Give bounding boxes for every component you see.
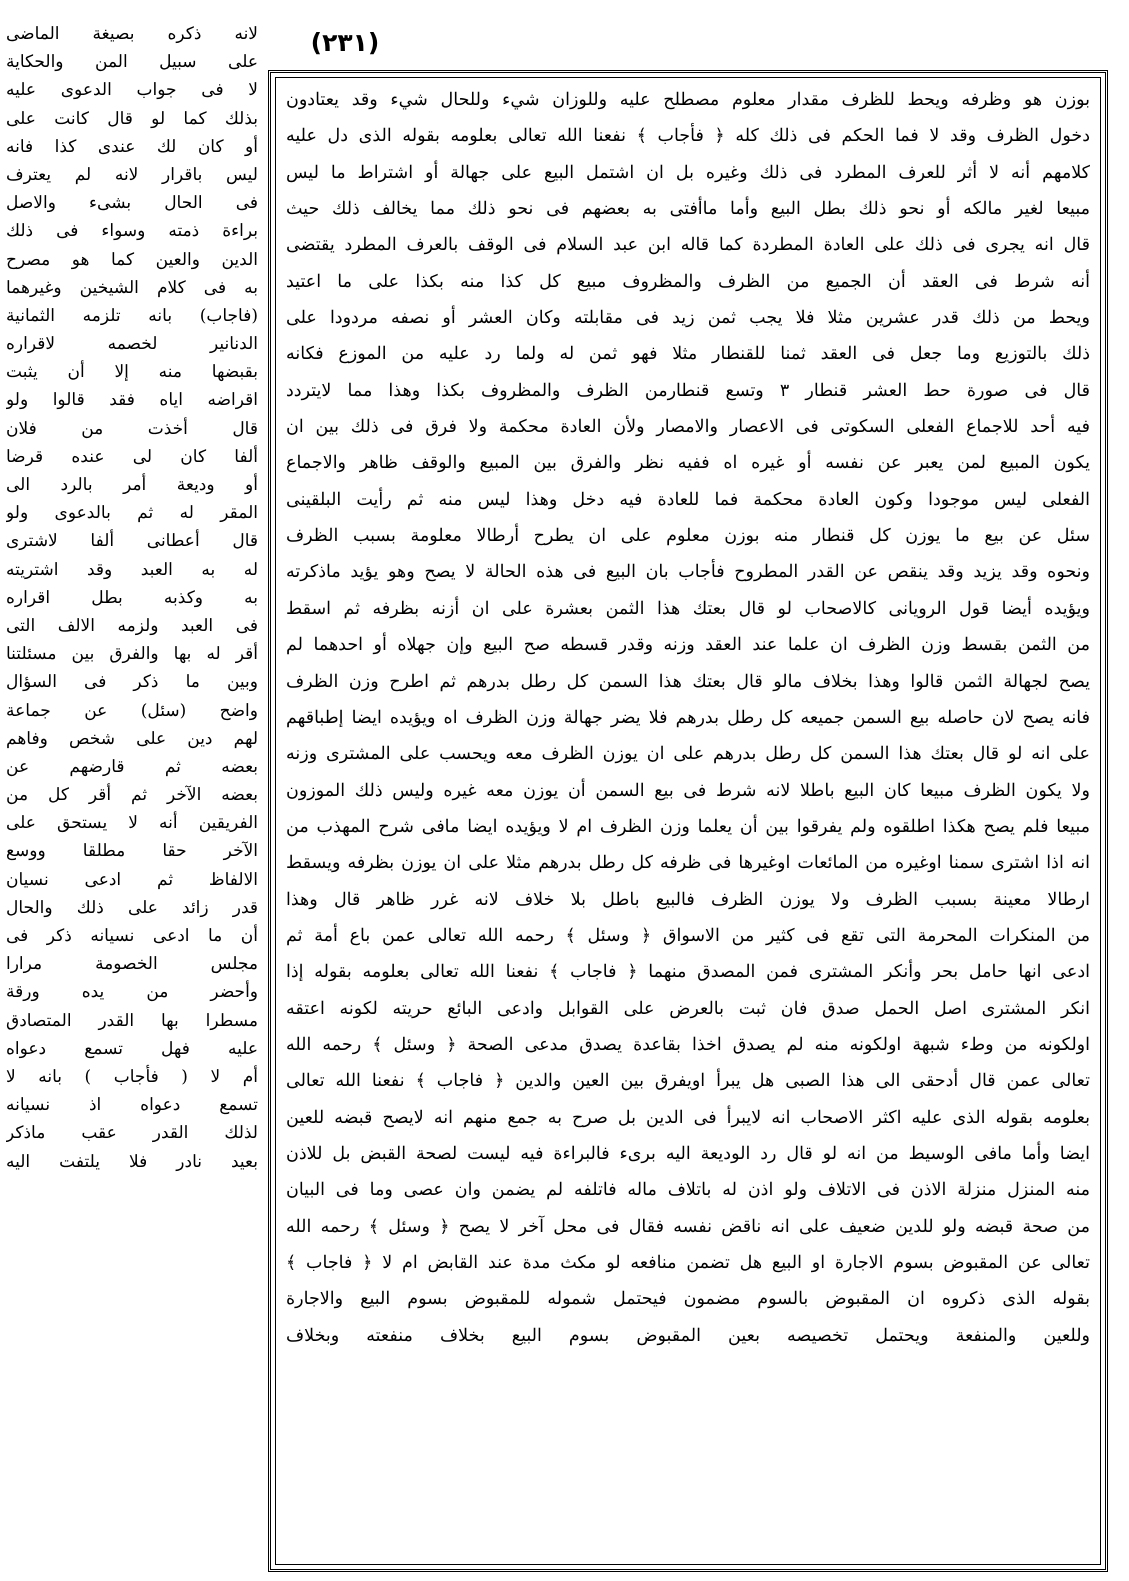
main-text-line: دخول الظرف وقد لا فما الحكم فى ذلك كله ﴿ فأجاب ﴾ نفعنا الله تعالى بعلومه بقوله الذى دل عليه [286,126,1090,147]
main-text-line: قال انه يجرى فى ذلك على العادة المطردة كما قاله ابن عبد السلام فى الوقف بالعرف المطرد يقتضى [286,235,1090,256]
main-text-line: مبيعا فلم يصح هكذا اطلقوه ولم يفرقوا بين أن يعلما وزن الظرف ام لا ويؤيده ايضا مافى شرح المهذب من [286,816,1090,837]
margin-text-line: تسمع دعواه اذ نسيانه [6,1095,258,1116]
margin-text-line: الفريقين أنه لا يستحق على [6,813,258,834]
main-text-line: مبيعا لغير مالكه أو نحو ذلك بطل البيع وأما ماأفتى به بعضهم فى نحو ذلك مما يخالف ذلك حيث [286,199,1090,220]
main-text-line: ويحط من ذلك قدر عشرين مثلا فلا يجب ثمن زيد فى مقابلته وكان العشر أو نصفه مردودا على [286,308,1090,329]
margin-text-line: وأحضر من يده ورقة [6,982,258,1003]
margin-text-line: الدين والعين كما هو مصرح [6,249,258,270]
main-text-line: الفعلى ليس موجودا وكون العادة محكمة فما للعادة فيه دخل وهذا ليس منه ثم رأيت البلقينى [286,489,1090,510]
main-text-line: ارطالا معينة بسبب الظرف ولا يوزن الظرف فالبيع باطل بلا خلاف لانه غرر ظاهر قال وهذا [286,889,1090,910]
margin-text-line: ليس باقرار لانه لم يعترف [6,164,258,185]
main-text-line: من المنكرات المحرمة التى تقع فى كثير من الاسواق ﴿ وسئل ﴾ رحمه الله تعالى عمن باع أمة ثم [286,925,1090,946]
margin-text-line: الدنانير لخصمه لاقراره [6,334,258,355]
margin-text-line: ألفا كان لى عنده قرضا [6,446,258,467]
margin-text-line: بذلك كما لو قال كانت على [6,108,258,129]
main-text-line: يكون المبيع لمن يعبر عن نفسه أو غيره اه ففيه نظر والفرق بين المبيع والوقف ظاهر والاجماع [286,453,1090,474]
margin-text-line: المقر له ثم بالدعوى ولو [6,503,258,524]
main-text-line: ايضا وأما مافى الوسيط من انه لو قال رد الوديعة اليه برىء فالبراءة فيه ليست لصحة القبض بل للاذن [286,1143,1090,1164]
margin-text-line: له به العبد وقد اشتريته [6,559,258,580]
margin-text-line: اقراضه اياه فقد قالوا ولو [6,390,258,411]
margin-text-line: الآخر حقا مطلقا ووسع [6,841,258,862]
main-text-line: بوزن هو وظرفه ويحط للظرف مقدار معلوم مصطلح عليه وللوزان شيء وللحال شيء وقد يعتادون [286,90,1090,110]
main-text-line: كلامهم أنه لا أثر للعرف المطرد فى ذلك وغيره بل ان اشتمل البيع على جهالة أو اشتراط ما ليس [286,162,1090,183]
margin-text-line: قدر زائد على ذلك والحال [6,897,258,918]
margin-text-line: به وكذبه بطل اقراره [6,587,258,608]
main-text-line: فيه أحد للاجماع الفعلى السكوتى فى الاعصار والامصار ولأن العادة محكمة ولا فرق فى ذلك بين ان [286,417,1090,438]
margin-text-line: بعيد نادر فلا يلتفت اليه [6,1151,258,1172]
margin-text-line: أو كان لك عندى كذا فانه [6,136,258,157]
margin-text-line: أم لا ( فأجاب ) بانه لا [6,1066,258,1087]
main-text-line: سئل عن بيع ما يوزن كل قنطار منه بوزن معلوم على ان يطرح أرطالا معلومة بسبب الظرف [286,526,1090,547]
main-text-line: على انه لو قال بعتك هذا السمن كل رطل بدرهم على ان يوزن الظرف معه ويحسب على المشترى وزنه [286,744,1090,765]
main-text-line: ونحوه وقد يزيد وقد ينقص عن القدر المطروح فأجاب بان البيع فى هذه الحالة لا يصح وهو يؤيد ماذكرته [286,562,1090,583]
main-text-line: اولكونه من وطء شبهة اولكونه منه لم يصدق اخذا بقاعدة يصدق مدعى الصحة ﴿ وسئل ﴾ رحمه الله [286,1034,1090,1055]
margin-text-line: واضح (سئل) عن جماعة [6,700,258,721]
margin-text-line: وبين ما ذكر فى السؤال [6,672,258,693]
margin-text-line: لانه ذكره بصيغة الماضى [6,24,258,44]
main-text-line: تعالى عن المقبوض بسوم الاجارة او البيع هل تضمن منافعه لو مكث مدة عند القابض ام لا ﴿ فاجاب ﴾ [286,1253,1090,1273]
main-text-line: فانه يصح لان حاصله بيع السمن جميعه كل رطل بدرهم فلا يضر جهالة وزن الظرف اه ويؤيده ايضا إطباقهم [286,707,1090,728]
main-text-line: تعالى عمن قال أدحقى الى هذا الصبى هل يبرأ اويفرق بين العين والدين ﴿ فاجاب ﴾ نفعنا الله تعالى [286,1071,1090,1092]
main-text-line: ويؤيده أيضا قول الرويانى كالاصحاب لو قال بعتك هذا الثمن بعشرة على ان أزنه بظرفه ثم اسقط [286,598,1090,619]
margin-text-line: فى العبد ولزمه الالف التى [6,615,258,636]
main-text-line: ولا يكون الظرف مبيعا كان البيع باطلا لانه شرط فى بيع السمن أن يوزن معه غيره وليس ذلك الموزون [286,780,1090,801]
margin-text-line: عليه فهل تسمع دعواه [6,1038,258,1059]
margin-text-line: لا فى جواب الدعوى عليه [6,80,258,101]
margin-text-line: مجلس الخصومة مرارا [6,954,258,975]
main-text-line: بعلومه بقوله الذى عليه اكثر الاصحاب انه لايبرأ فى الدين بل صرح به جمع منهم انه لايصح قبضه للعين [286,1107,1090,1128]
main-text-line: بقوله الذى ذكروه ان المقبوض بالسوم مضمون فيحتمل شموله للمقبوض بسوم البيع والاجارة [286,1289,1090,1310]
margin-text-line: مسطرا بها القدر المتصادق [6,1010,258,1031]
margin-text-line: فى الحال بشىء والاصل [6,193,258,214]
margin-text-line: براءة ذمته وسواء فى ذلك [6,221,258,242]
main-text-line: أنه شرط فى العقد أن الجميع من الظرف والمظروف مبيع كل كذا منه بكذا على ما اعتيد [286,271,1090,292]
main-text-line: منه المنزل منزلة الاذن فى الاتلاف ولو اذن له باتلاف ماله فاتلفه لم يضمن وان عصى وما فى البيان [286,1180,1090,1201]
main-text-line: ادعى انها حامل بحر وأنكر المشترى فمن المصدق منهما ﴿ فاجاب ﴾ نفعنا الله تعالى بعلومه بقوله إذا [286,962,1090,983]
margin-text-line: بعضه ثم قارضهم عن [6,756,258,777]
main-text-line: يصح لجهالة الثمن قالوا وهذا بخلاف مالو قال بعتك هذا السمن كل رطل بدرهم ثم اطرح وزن الظرف [286,671,1090,692]
main-text-line: انه اذا اشترى سمنا اوغيره من المائعات اوغيرها فى ظرفه كل رطل بدرهم مثلا على ان يوزن بظرفه ويسقط [286,853,1090,874]
main-text-line: ذلك بالتوزيع وما جعل فى العقد ثمنا للقنطار مثلا فهو ثمن له ولما رد عليه من الموزع فكانه [286,344,1090,365]
main-text-line: من الثمن بقسط وزن الظرف ان علما عند العقد وزنه وقدر قسطه صح البيع وإن جهلاه أو احدهما لم [286,635,1090,656]
margin-text-line: (فاجاب) بانه تلزمه الثمانية [6,305,258,326]
page-number: (٢٣١) [310,28,380,57]
main-text-line: وللعين والمنفعة ويحتمل تخصيصه بعين المقبوض بسوم البيع بخلاف منفعته وبخلاف [286,1325,1090,1346]
margin-text-line: أقر له بها والفرق بين مسئلتنا [6,644,258,665]
margin-text-line: أو وديعة أمر بالرد الى [6,475,258,495]
margin-text-line: به فى كلام الشيخين وغيرهما [6,277,258,298]
margin-text-line: لذلك القدر عقب ماذكر [6,1123,258,1144]
margin-text-line: أن ما ادعى نسيانه ذكر فى [6,926,258,946]
margin-text-line: بعضه الآخر ثم أقر كل من [6,785,258,806]
margin-text-line: قال أعطانى ألفا لاشترى [6,531,258,552]
margin-text-line: على سبيل المن والحكاية [6,52,258,73]
margin-text-line: الالفاظ ثم ادعى نسيان [6,869,258,890]
main-text-frame [268,70,1108,1572]
margin-commentary [6,20,258,1572]
margin-text-line: بقبضها منه إلا أن يثبت [6,362,258,383]
main-text-line: قال فى صورة حط العشر قنطار ٣ وتسع قنطارمن الظرف والمظروف بكذا وهذا مما لايتردد [286,380,1090,401]
main-text-body [275,77,1101,1565]
margin-text-line: قال أخذت من فلان [6,418,258,439]
margin-text-line: لهم دين على شخص وفاهم [6,728,258,749]
main-text-line: من صحة قبضه ولو للدين ضعيف على انه ناقض نفسه فقال فى محل آخر لا يصح ﴿ وسئل ﴾ رحمه الله [286,1216,1090,1237]
main-text-line: انكر المشترى اصل الحمل صدق فان ثبت بالعرض على القوابل وادعى البائع حريته لكونه اعتقه [286,998,1090,1019]
